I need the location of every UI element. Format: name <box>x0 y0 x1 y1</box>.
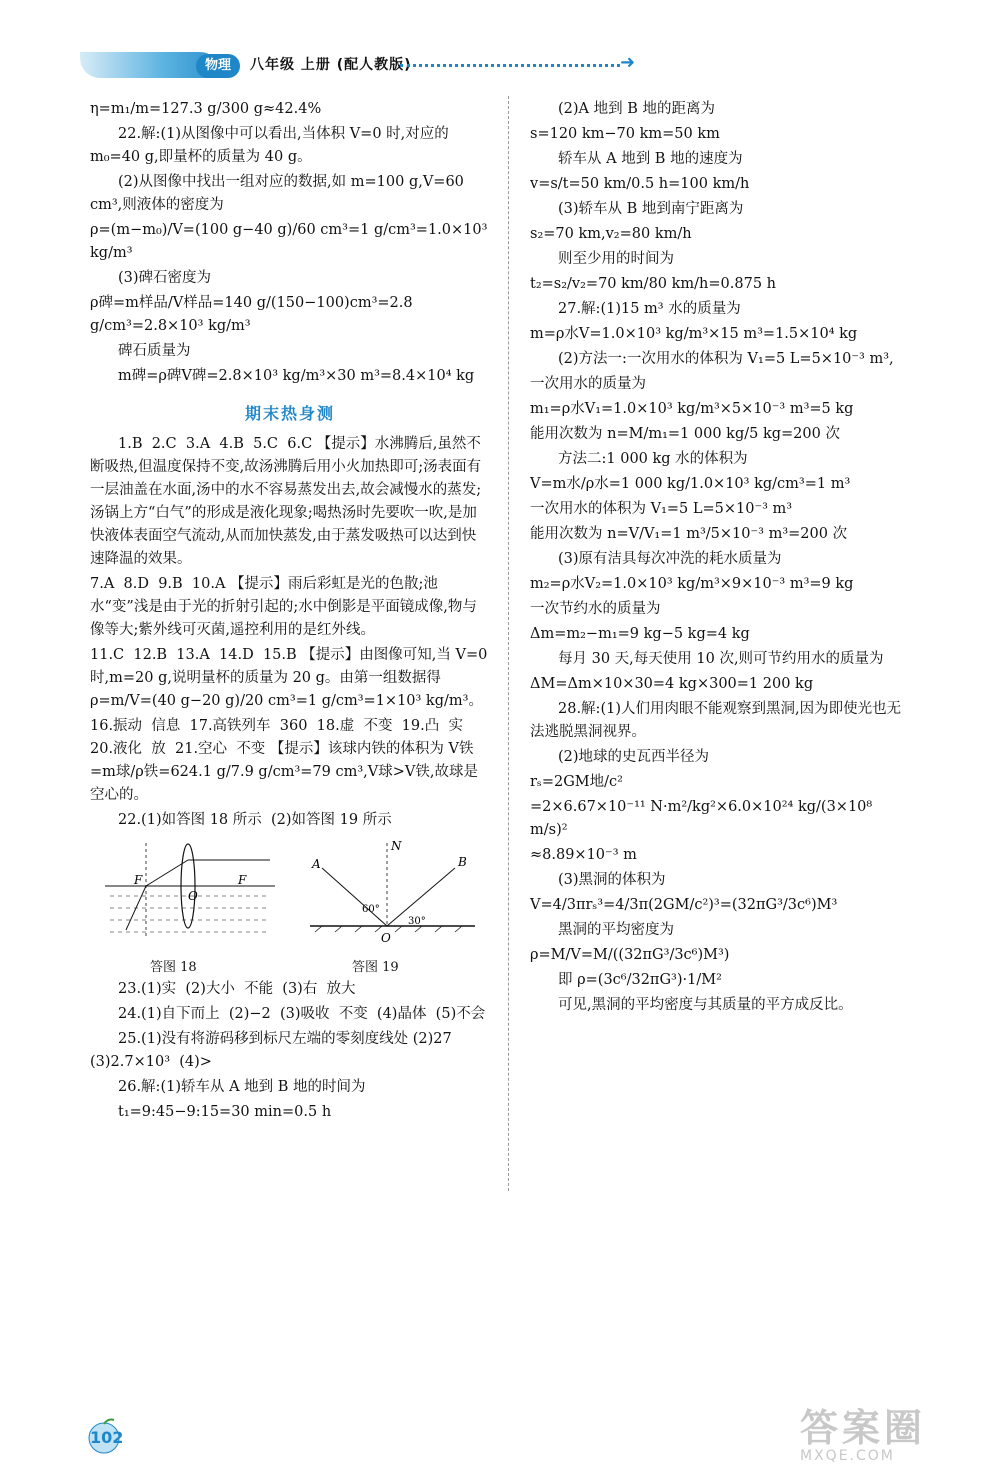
right-line-29: ≈8.89×10⁻³ m <box>530 847 637 863</box>
q26-time: t₁=9:45−9:15=30 min=0.5 h <box>118 1104 332 1120</box>
right-line-5: (3)轿车从 B 地到南宁距离为 <box>558 201 744 217</box>
right-line-24: ΔM=Δm×10×30=4 kg×300=1 200 kg <box>530 676 814 692</box>
q22-stone-density: ρ碑=m样品/V样品=140 g/(150−100)cm³=2.8 g/cm³=2.8×10³ kg/m³ <box>90 295 418 334</box>
right-line-31: V=4/3πrₛ³=4/3π(2GM/c²)³=(32πG³/3c⁶)M³ <box>530 897 838 913</box>
right-column <box>530 98 910 1019</box>
lens-center-label: O <box>188 889 198 903</box>
right-line-27: rₛ=2GM地/c² <box>530 774 623 790</box>
mirror-hatch-1 <box>315 926 322 932</box>
grade-label: 八年级 上册 (配人教版) <box>250 57 412 73</box>
right-line-22: Δm=m₂−m₁=9 kg−5 kg=4 kg <box>530 626 750 642</box>
page-header <box>0 40 1000 88</box>
answer-25: 25.(1)没有将游码移到标尺左端的零刻度线处 (2)27 (3)2.7×10³ (4)> <box>90 1031 461 1070</box>
focal-label-left: F <box>134 873 143 887</box>
watermark <box>800 1408 980 1468</box>
right-line-7: 则至少用的时间为 <box>558 251 674 267</box>
mirror-hatch-5 <box>395 926 402 932</box>
optics-figures <box>90 838 490 958</box>
right-line-28: =2×6.67×10⁻¹¹ N·m²/kg²×6.0×10²⁴ kg/(3×10⁸ m/s)² <box>530 799 877 838</box>
right-line-11: (2)方法一:一次用水的体积为 V₁=5 L=5×10⁻³ m³, <box>558 351 894 367</box>
column-divider <box>508 96 509 1191</box>
q22-part1: 22.解:(1)从图像中可以看出,当体积 V=0 时,对应的 m₀=40 g,即量杯的质量为 40 g。 <box>90 126 454 165</box>
point-a-label: A <box>312 857 321 871</box>
efficiency-formula: η=m₁/m=127.3 g/300 g≈42.4% <box>90 101 322 117</box>
watermark-url: MXQE.COM <box>800 1448 895 1464</box>
header-dotted-line <box>400 64 620 67</box>
right-line-12: 一次用水的质量为 <box>530 376 646 392</box>
figure-18-drawing <box>105 843 275 938</box>
page-number: 102 <box>90 1428 124 1447</box>
right-line-16: V=m水/ρ水=1 000 kg/1.0×10³ kg/cm³=1 m³ <box>530 476 851 492</box>
q26-part1: 26.解:(1)轿车从 A 地到 B 地的时间为 <box>118 1079 366 1095</box>
arrow-right-icon: ➜ <box>620 52 636 73</box>
answers-7-10: 7.A 8.D 9.B 10.A 【提示】雨后彩虹是光的色散;池水“变”浅是由于光的折射引起的;水中倒影是平面镜成像,物与像等大;紫外线可灭菌,遥控利用的是红外线。 <box>90 576 477 638</box>
q22-part3: (3)碑石密度为 <box>118 270 212 286</box>
right-line-4: v=s/t=50 km/0.5 h=100 km/h <box>530 176 750 192</box>
angle-60-label: 60° <box>362 904 380 915</box>
right-line-13: m₁=ρ水V₁=1.0×10³ kg/m³×5×10⁻³ m³=5 kg <box>530 401 854 417</box>
right-line-35: 可见,黑洞的平均密度与其质量的平方成反比。 <box>558 997 853 1013</box>
left-column <box>90 98 493 1126</box>
subject-badge: 物理 <box>196 54 240 78</box>
right-line-25: 28.解:(1)人们用肉眼不能观察到黑洞,因为即使光也无法逃脱黑洞视界。 <box>530 701 902 740</box>
point-b-label: B <box>458 855 467 869</box>
answer-24: 24.(1)自下而上 (2)−2 (3)吸收 不变 (4)晶体 (5)不会 <box>118 1006 486 1022</box>
right-line-6: s₂=70 km,v₂=80 km/h <box>530 226 692 242</box>
q22-mass-formula: m碑=ρ碑V碑=2.8×10³ kg/m³×30 m³=8.4×10⁴ kg <box>118 368 475 384</box>
right-line-20: m₂=ρ水V₂=1.0×10³ kg/m³×9×10⁻³ m³=9 kg <box>530 576 854 592</box>
answer-23: 23.(1)实 (2)大小 不能 (3)右 放大 <box>118 981 356 997</box>
incident-ray-19 <box>322 868 387 926</box>
figure-18-caption: 答图 18 <box>150 960 197 975</box>
mirror-hatch-7 <box>435 926 442 932</box>
right-line-23: 每月 30 天,每天使用 10 次,则可节约用水的质量为 <box>558 651 884 667</box>
right-line-33: ρ=M/V=M/((32πG³/3c⁶)M³) <box>530 947 730 963</box>
figure-19-caption: 答图 19 <box>352 960 399 975</box>
section-title: 期末热身测 <box>244 404 335 423</box>
page-number-badge <box>84 1418 124 1454</box>
right-line-2: s=120 km−70 km=50 km <box>530 126 720 142</box>
right-line-34: 即 ρ=(3c⁶/32πG³)·1/M² <box>558 972 722 988</box>
q22-mass-label: 碑石质量为 <box>118 343 191 359</box>
right-line-17: 一次用水的体积为 V₁=5 L=5×10⁻³ m³ <box>530 501 793 517</box>
angle-30-label: 30° <box>408 916 426 927</box>
right-line-26: (2)地球的史瓦西半径为 <box>558 749 710 765</box>
watermark-text: 答案圈 <box>800 1406 927 1450</box>
mirror-hatch-8 <box>455 926 462 932</box>
q22-density-formula: ρ=(m−m₀)/V=(100 g−40 g)/60 cm³=1 g/cm³=1.0×10³ kg/m³ <box>90 222 493 261</box>
q22-part2: (2)从图像中找出一组对应的数据,如 m=100 g,V=60 cm³,则液体的密度为 <box>90 174 469 213</box>
right-line-1: (2)A 地到 B 地的距离为 <box>558 101 715 117</box>
right-line-8: t₂=s₂/v₂=70 km/80 km/h=0.875 h <box>530 276 776 292</box>
right-line-3: 轿车从 A 地到 B 地的速度为 <box>558 151 743 167</box>
answers-1-6: 1.B 2.C 3.A 4.B 5.C 6.C 【提示】水沸腾后,虽然不断吸热,但温度保持不变,故汤沸腾后用小火加热即可;汤表面有一层油盖在水面,汤中的水不容易蒸发出去,故会减慢水的蒸发;汤锅上方“白气”的形成是液化现象;喝热汤时先要吹一吹,是加快液体表面空气流动,从而加快蒸发,由于蒸发吸热可以达到快速降温的效果。 <box>90 436 482 567</box>
right-line-9: 27.解:(1)15 m³ 水的质量为 <box>558 301 741 317</box>
point-o-label: O <box>381 931 391 945</box>
answers-16-21: 16.振动 信息 17.高铁列车 360 18.虚 不变 19.凸 实 20.液化 放 21.空心 不变 【提示】该球内铁的体积为 V铁=m球/ρ铁=624.1 g/7.9 g/cm³=79 cm³,V球>V铁,故球是空心的。 <box>90 718 478 803</box>
normal-n-label: N <box>391 839 402 853</box>
mirror-hatch-3 <box>355 926 362 932</box>
figure-19-drawing <box>310 839 475 945</box>
right-line-14: 能用次数为 n=M/m₁=1 000 kg/5 kg=200 次 <box>530 426 840 442</box>
figures-area <box>90 838 490 978</box>
right-line-19: (3)原有洁具每次冲洗的耗水质量为 <box>558 551 782 567</box>
mirror-hatch-2 <box>335 926 342 932</box>
right-line-32: 黑洞的平均密度为 <box>558 922 674 938</box>
right-line-18: 能用次数为 n=V/V₁=1 m³/5×10⁻³ m³=200 次 <box>530 526 848 542</box>
q22-figures-ref: 22.(1)如答图 18 所示 (2)如答图 19 所示 <box>118 812 392 828</box>
right-line-21: 一次节约水的质量为 <box>530 601 661 617</box>
right-line-30: (3)黑洞的体积为 <box>558 872 666 888</box>
answers-11-15: 11.C 12.B 13.A 14.D 15.B 【提示】由图像可知,当 V=0 时,m=20 g,说明量杯的质量为 20 g。由第一组数据得 ρ=m/V=(40 g−20 g)/20 cm³=1 g/cm³=1×10³ kg/m³。 <box>90 647 492 709</box>
right-line-10: m=ρ水V=1.0×10³ kg/m³×15 m³=1.5×10⁴ kg <box>530 326 858 342</box>
focal-label-right: F <box>238 873 247 887</box>
right-line-15: 方法二:1 000 kg 水的体积为 <box>558 451 748 467</box>
